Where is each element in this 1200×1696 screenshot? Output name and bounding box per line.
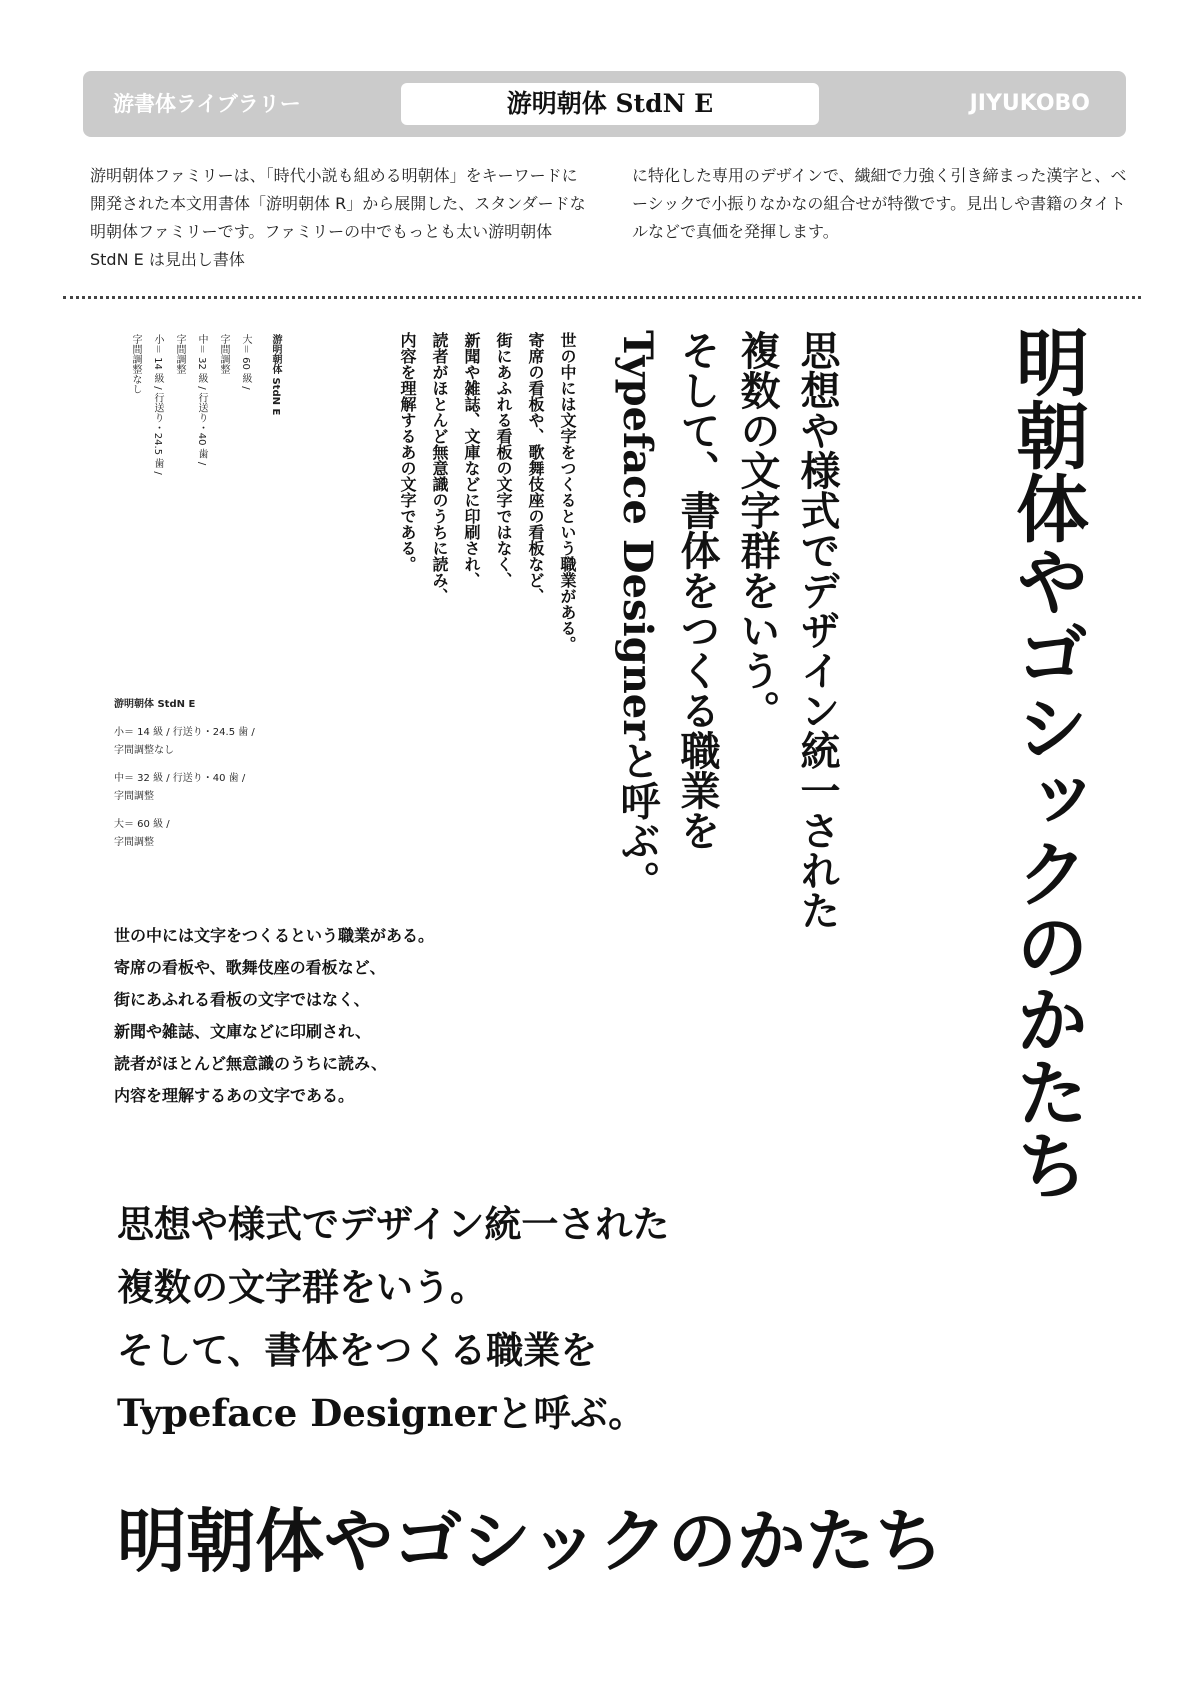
sample-line: 読者がほとんど無意識のうちに読み、 [430,332,449,604]
spec-row: 大＝ 60 級 / [240,334,251,390]
intro-text-right: に特化した専用のデザインで、繊細で力強く引き締まった漢字と、ベーシックで小振りなかなの組合せが特徴です。見出しや書籍のタイトルなどで真価を発揮します。 [632,166,1127,241]
horizontal-sample-medium [117,1193,837,1445]
spec-row: 中＝ 32 級 / 行送り・40 歯 / [196,334,207,466]
sample-line: 内容を理解するあの文字である。 [114,1086,355,1105]
sample-line: 寄席の看板や、歌舞伎座の看板など、 [114,958,386,977]
brand-label: JIYUKOBO [969,91,1090,116]
spec-row: 字間調整 [218,334,229,374]
spec-row: 字間調整なし [130,334,141,394]
sample-line: 明朝体やゴシックのかたち [1003,325,1089,1201]
spec-row-line: 小＝ 14 級 / 行送り・24.5 歯 / [114,727,255,738]
library-label: 游書体ライブラリー [113,92,301,116]
spec-row: 小＝ 14 級 / 行送り・24.5 歯 / [152,334,163,475]
vertical-spec-block [124,334,286,684]
sample-line: 寄席の看板や、歌舞伎座の看板など、 [526,332,545,604]
font-title: 游明朝体 StdN E [401,83,819,125]
spec-row [114,816,255,852]
horizontal-sample-small [114,920,634,1112]
sample-line: 街にあふれる看板の文字ではなく、 [114,990,370,1009]
sample-line: 読者がほとんど無意識のうちに読み、 [114,1054,387,1073]
vertical-sample-medium [607,330,847,990]
sample-line: 複数の文字群をいう。 [117,1265,487,1309]
horizontal-sample-large: 明朝体やゴシックのかたち [117,1501,944,1582]
sample-line: 街にあふれる看板の文字ではなく、 [494,332,513,588]
sample-line: Typeface Designerと呼ぶ。 [614,330,661,901]
sample-line: 思想や様式でデザイン統一された [794,330,841,930]
dotted-divider [63,296,1141,299]
sample-line: そして、書体をつくる職業を [117,1328,598,1372]
spec-row-line: 字間調整 [114,791,154,802]
sample-line: 新聞や雑誌、文庫などに印刷され、 [114,1022,371,1041]
sample-line: 世の中には文字をつくるという職業がある。 [114,926,435,945]
sample-line: そして、書体をつくる職業を [674,330,721,850]
spec-row: 字間調整 [174,334,185,374]
sample-line: Typeface Designerと呼ぶ。 [117,1391,646,1435]
spec-row [114,770,255,806]
horizontal-spec-block [114,696,255,862]
spec-row-line: 大＝ 60 級 / [114,819,170,830]
header-bar [83,71,1126,137]
sample-line: 新聞や雑誌、文庫などに印刷され、 [462,332,481,588]
intro-text-left: 游明朝体ファミリーは、「時代小説も組める明朝体」をキーワードに開発された本文用書体「游明朝体 R」から展開した、スタンダードな明朝体ファミリーです。ファミリーの中でもっとも太い游明朝体 StdN E は見出し書体 [90,166,586,269]
sample-line: 複数の文字群をいう。 [734,330,781,730]
vertical-sample-small [391,332,583,757]
spec-row-line: 字間調整 [114,837,154,848]
vertical-sample-large [1003,325,1089,1375]
spec-title: 游明朝体 StdN E [270,334,281,416]
sample-line: 世の中には文字をつくるという職業がある。 [558,332,577,652]
spec-row-line: 字間調整なし [114,745,174,756]
spec-title: 游明朝体 StdN E [114,699,196,710]
spec-row [114,724,255,760]
spec-row-line: 中＝ 32 級 / 行送り・40 歯 / [114,773,246,784]
sample-line: 内容を理解するあの文字である。 [398,332,417,572]
sample-line: 思想や様式でデザイン統一された [117,1202,670,1246]
